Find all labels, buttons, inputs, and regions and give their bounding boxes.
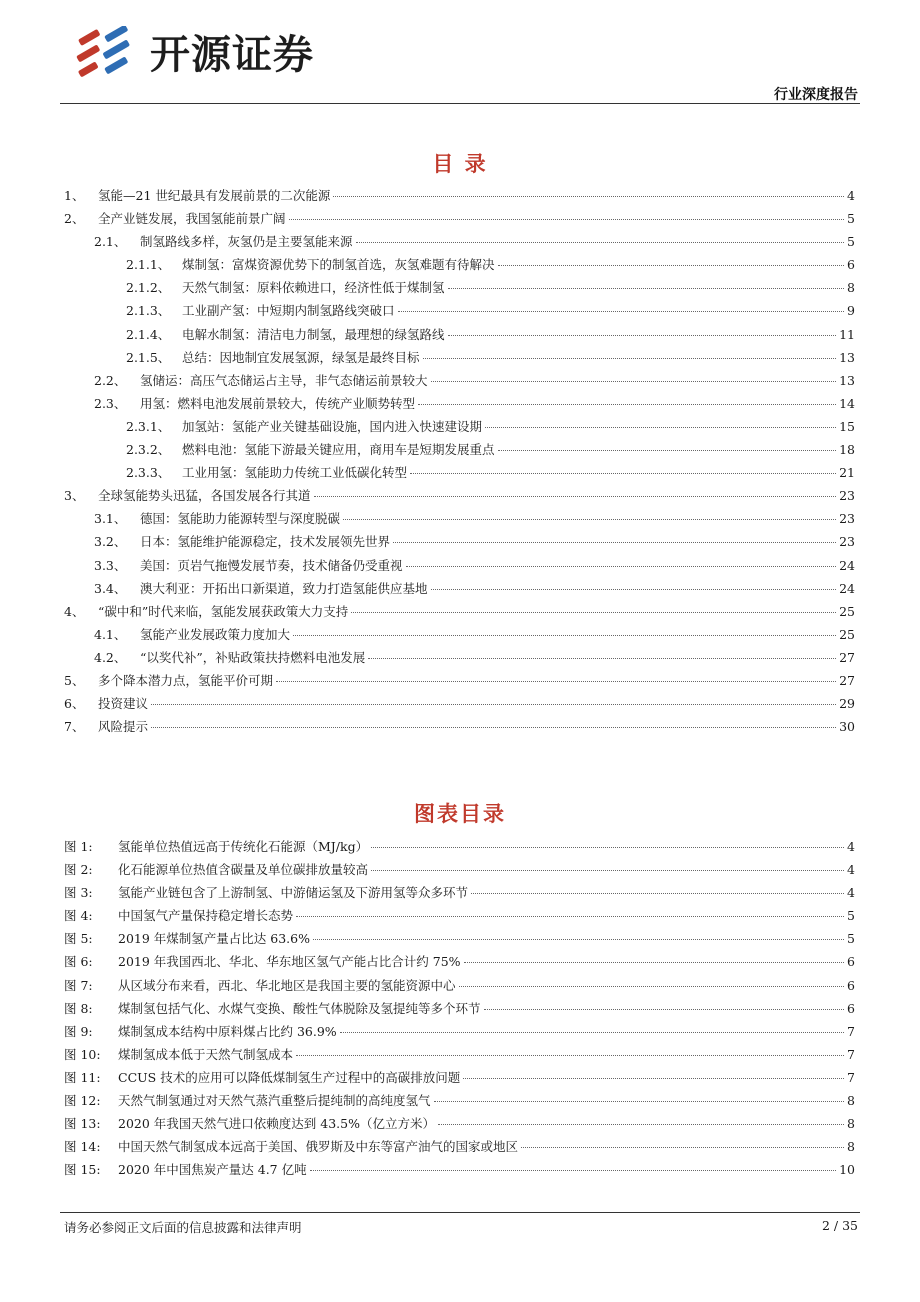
entry-number: 图 7: bbox=[64, 977, 93, 993]
dot-leader bbox=[333, 196, 844, 197]
toc-entry[interactable] bbox=[64, 625, 855, 648]
dot-leader bbox=[371, 847, 844, 848]
toc-list bbox=[64, 186, 855, 740]
entry-title: 化石能源单位热值含碳量及单位碳排放量较高 bbox=[118, 862, 369, 878]
dot-leader bbox=[393, 542, 836, 543]
toc-entry[interactable] bbox=[64, 440, 855, 463]
dot-leader bbox=[313, 939, 844, 940]
entry-number: 2.3.3、 bbox=[126, 465, 171, 481]
dot-leader bbox=[464, 962, 845, 963]
figure-entry[interactable] bbox=[64, 952, 855, 975]
dot-leader bbox=[151, 704, 836, 705]
page-indicator: 2 / 35 bbox=[821, 1218, 858, 1233]
entry-page-number: 25 bbox=[839, 626, 855, 642]
entry-page-number: 7 bbox=[847, 1069, 855, 1085]
figure-entry[interactable] bbox=[64, 1068, 855, 1091]
entry-page-number: 8 bbox=[847, 1093, 855, 1109]
entry-page-number: 23 bbox=[839, 488, 855, 504]
toc-entry[interactable] bbox=[64, 486, 855, 509]
entry-number: 2.1.4、 bbox=[126, 326, 171, 342]
entry-page-number: 8 bbox=[847, 1139, 855, 1155]
entry-title: 全球氢能势头迅猛，各国发展各行其道 bbox=[98, 488, 311, 504]
figure-entry[interactable] bbox=[64, 906, 855, 929]
dot-leader bbox=[340, 1032, 844, 1033]
entry-title: 中国天然气制氢成本远高于美国、俄罗斯及中东等富产油气的国家或地区 bbox=[118, 1139, 519, 1155]
entry-number: 2.1.2、 bbox=[126, 280, 171, 296]
entry-title: 天然气制氢：原料依赖进口，经济性低于煤制氢 bbox=[182, 280, 445, 296]
figure-entry[interactable] bbox=[64, 1091, 855, 1114]
dot-leader bbox=[398, 311, 845, 312]
entry-title: 风险提示 bbox=[98, 719, 149, 735]
dot-leader bbox=[314, 496, 837, 497]
toc-entry[interactable] bbox=[64, 671, 855, 694]
entry-title: 制氢路线多样，灰氢仍是主要氢能来源 bbox=[140, 234, 353, 250]
entry-number: 2、 bbox=[64, 211, 85, 227]
dot-leader bbox=[296, 916, 844, 917]
toc-entry[interactable] bbox=[64, 463, 855, 486]
dot-leader bbox=[410, 473, 836, 474]
entry-title: 全产业链发展，我国氢能前景广阔 bbox=[98, 211, 286, 227]
toc-entry[interactable] bbox=[64, 602, 855, 625]
entry-title: 总结：因地制宜发展氢源，绿氢是最终目标 bbox=[182, 349, 420, 365]
toc-entry[interactable] bbox=[64, 417, 855, 440]
dot-leader bbox=[356, 242, 845, 243]
dot-leader bbox=[343, 519, 836, 520]
toc-entry[interactable] bbox=[64, 648, 855, 671]
entry-page-number: 30 bbox=[839, 719, 855, 735]
figure-entry[interactable] bbox=[64, 1114, 855, 1137]
dot-leader bbox=[448, 288, 845, 289]
entry-number: 2.1.5、 bbox=[126, 349, 171, 365]
toc-entry[interactable] bbox=[64, 556, 855, 579]
dot-leader bbox=[463, 1078, 844, 1079]
entry-number: 2.1、 bbox=[94, 234, 127, 250]
dot-leader bbox=[289, 219, 845, 220]
dot-leader bbox=[431, 589, 837, 590]
entry-page-number: 23 bbox=[839, 511, 855, 527]
figure-entry[interactable] bbox=[64, 837, 855, 860]
dot-leader bbox=[151, 727, 836, 728]
entry-number: 2.1.3、 bbox=[126, 303, 171, 319]
dot-leader bbox=[498, 450, 837, 451]
toc-entry[interactable] bbox=[64, 232, 855, 255]
entry-number: 4.1、 bbox=[94, 626, 127, 642]
toc-entry[interactable] bbox=[64, 255, 855, 278]
entry-number: 3.4、 bbox=[94, 580, 127, 596]
entry-number: 5、 bbox=[64, 672, 85, 688]
footer-divider bbox=[60, 1212, 860, 1213]
toc-entry[interactable] bbox=[64, 394, 855, 417]
entry-number: 图 1: bbox=[64, 839, 93, 854]
entry-number: 1、 bbox=[64, 188, 85, 203]
entry-number: 图 2: bbox=[64, 862, 93, 878]
dot-leader bbox=[521, 1147, 844, 1148]
entry-page-number: 13 bbox=[839, 349, 855, 365]
entry-title: 天然气制氢通过对天然气蒸汽重整后提纯制的高纯度氢气 bbox=[118, 1093, 431, 1109]
entry-page-number: 21 bbox=[839, 465, 855, 481]
entry-number: 2.2、 bbox=[94, 372, 127, 388]
entry-number: 图 12: bbox=[64, 1093, 101, 1109]
entry-number: 7、 bbox=[64, 719, 85, 735]
entry-number: 3.2、 bbox=[94, 534, 127, 550]
dot-leader bbox=[276, 681, 836, 682]
toc-entry[interactable] bbox=[64, 579, 855, 602]
entry-title: 多个降本潜力点，氢能平价可期 bbox=[98, 672, 274, 688]
entry-title: 工业副产氢：中短期内制氢路线突破口 bbox=[182, 303, 395, 319]
figure-entry[interactable] bbox=[64, 929, 855, 952]
entry-number: 图 11: bbox=[64, 1069, 101, 1085]
entry-page-number: 14 bbox=[839, 395, 855, 411]
entry-title: 煤制氢包括气化、水煤气变换、酸性气体脱除及氢提纯等多个环节 bbox=[118, 1000, 481, 1016]
figure-entry[interactable] bbox=[64, 976, 855, 999]
entry-page-number: 29 bbox=[839, 696, 855, 712]
dot-leader bbox=[418, 404, 836, 405]
toc-entry[interactable] bbox=[64, 325, 855, 348]
entry-page-number: 4 bbox=[847, 885, 855, 901]
entry-page-number: 4 bbox=[847, 188, 855, 203]
entry-title: 氢能产业链包含了上游制氢、中游储运氢及下游用氢等众多环节 bbox=[118, 885, 469, 901]
entry-number: 6、 bbox=[64, 696, 85, 712]
entry-number: 3.1、 bbox=[94, 511, 127, 527]
dot-leader bbox=[423, 358, 837, 359]
page-header bbox=[0, 0, 920, 110]
entry-title: CCUS 技术的应用可以降低煤制氢生产过程中的高碳排放问题 bbox=[118, 1069, 461, 1085]
dot-leader bbox=[293, 635, 836, 636]
entry-title: 氢能—21 世纪最具有发展前景的二次能源 bbox=[98, 188, 331, 203]
entry-page-number: 4 bbox=[847, 862, 855, 878]
entry-page-number: 7 bbox=[847, 1023, 855, 1039]
entry-number: 3.3、 bbox=[94, 557, 127, 573]
dot-leader bbox=[406, 566, 837, 567]
dot-leader bbox=[471, 893, 844, 894]
toc-entry[interactable] bbox=[64, 278, 855, 301]
entry-number: 图 6: bbox=[64, 954, 93, 970]
entry-title: 中国氢气产量保持稳定增长态势 bbox=[118, 908, 294, 924]
entry-page-number: 6 bbox=[847, 954, 855, 970]
entry-number: 3、 bbox=[64, 488, 85, 504]
entry-title: 澳大利亚：开拓出口新渠道，致力打造氢能供应基地 bbox=[140, 580, 428, 596]
dot-leader bbox=[431, 381, 837, 382]
toc-entry[interactable] bbox=[64, 186, 855, 209]
dot-leader bbox=[368, 658, 836, 659]
figure-entry[interactable] bbox=[64, 1045, 855, 1068]
entry-title: 从区域分布来看，西北、华北地区是我国主要的氢能资源中心 bbox=[118, 977, 456, 993]
entry-title: “以奖代补”，补贴政策扶持燃料电池发展 bbox=[140, 649, 366, 665]
brand-logo bbox=[74, 26, 374, 86]
figure-entry[interactable] bbox=[64, 999, 855, 1022]
dot-leader bbox=[484, 1009, 845, 1010]
entry-title: 用氢：燃料电池发展前景较大，传统产业顺势转型 bbox=[140, 395, 416, 411]
entry-page-number: 4 bbox=[847, 839, 855, 854]
entry-page-number: 5 bbox=[847, 211, 855, 227]
dot-leader bbox=[434, 1101, 845, 1102]
entry-page-number: 6 bbox=[847, 1000, 855, 1016]
entry-title: 加氢站：氢能产业关键基础设施，国内进入快速建设期 bbox=[182, 418, 483, 434]
toc-entry[interactable] bbox=[64, 348, 855, 371]
entry-number: 图 8: bbox=[64, 1000, 93, 1016]
entry-number: 图 3: bbox=[64, 885, 93, 901]
toc-entry[interactable] bbox=[64, 694, 855, 717]
entry-title: 2019 年煤制氢产量占比达 63.6% bbox=[118, 931, 310, 947]
header-divider bbox=[60, 103, 860, 104]
entry-title: 美国：页岩气拖慢发展节奏，技术储备仍受重视 bbox=[140, 557, 403, 573]
toc-entry[interactable] bbox=[64, 509, 855, 532]
entry-page-number: 9 bbox=[847, 303, 855, 319]
toc-entry[interactable] bbox=[64, 301, 855, 324]
entry-page-number: 18 bbox=[839, 442, 855, 458]
entry-page-number: 24 bbox=[839, 580, 855, 596]
entry-number: 2.3.1、 bbox=[126, 418, 171, 434]
entry-title: 燃料电池：氢能下游最关键应用，商用车是短期发展重点 bbox=[182, 442, 495, 458]
entry-title: “碳中和”时代来临，氢能发展获政策大力支持 bbox=[98, 603, 349, 619]
entry-number: 图 13: bbox=[64, 1116, 101, 1132]
entry-title: 2019 年我国西北、华北、华东地区氢气产能占比合计约 75% bbox=[118, 954, 461, 970]
entry-number: 图 9: bbox=[64, 1023, 93, 1039]
dot-leader bbox=[485, 427, 836, 428]
entry-title: 煤制氢：富煤资源优势下的制氢首选，灰氢难题有待解决 bbox=[182, 257, 495, 273]
entry-number: 图 15: bbox=[64, 1162, 101, 1178]
figures-title: 图表目录 bbox=[414, 802, 506, 826]
entry-title: 德国：氢能助力能源转型与深度脱碳 bbox=[140, 511, 341, 527]
entry-number: 2.3.2、 bbox=[126, 442, 171, 458]
brand-logo-icon bbox=[74, 26, 140, 86]
toc-title: 目 录 bbox=[432, 152, 488, 176]
entry-page-number: 6 bbox=[847, 257, 855, 273]
entry-title: 2020 年中国焦炭产量达 4.7 亿吨 bbox=[118, 1162, 307, 1178]
entry-title: 氢能单位热值远高于传统化石能源（MJ/kg） bbox=[118, 839, 369, 854]
brand-name: 开源证券 bbox=[150, 32, 314, 78]
entry-page-number: 27 bbox=[839, 672, 855, 688]
entry-page-number: 23 bbox=[839, 534, 855, 550]
figure-entry[interactable] bbox=[64, 1160, 855, 1183]
entry-title: 电解水制氢：清洁电力制氢，最理想的绿氢路线 bbox=[182, 326, 445, 342]
entry-page-number: 15 bbox=[839, 418, 855, 434]
figure-entry[interactable] bbox=[64, 1137, 855, 1160]
entry-number: 图 10: bbox=[64, 1046, 101, 1062]
entry-page-number: 13 bbox=[839, 372, 855, 388]
dot-leader bbox=[296, 1055, 844, 1056]
report-type-label: 行业深度报告 bbox=[774, 87, 858, 103]
entry-page-number: 6 bbox=[847, 977, 855, 993]
footer-disclaimer: 请务必参阅正文后面的信息披露和法律声明 bbox=[64, 1220, 302, 1235]
dot-leader bbox=[448, 335, 837, 336]
toc-entry[interactable] bbox=[64, 717, 855, 740]
dot-leader bbox=[438, 1124, 844, 1125]
entry-page-number: 8 bbox=[847, 1116, 855, 1132]
figure-entry[interactable] bbox=[64, 860, 855, 883]
figure-entry[interactable] bbox=[64, 883, 855, 906]
entry-page-number: 25 bbox=[839, 603, 855, 619]
entry-title: 日本：氢能维护能源稳定，技术发展领先世界 bbox=[140, 534, 391, 550]
entry-page-number: 27 bbox=[839, 649, 855, 665]
entry-page-number: 24 bbox=[839, 557, 855, 573]
entry-title: 煤制氢成本结构中原料煤占比约 36.9% bbox=[118, 1023, 337, 1039]
dot-leader bbox=[351, 612, 836, 613]
entry-title: 工业用氢：氢能助力传统工业低碳化转型 bbox=[182, 465, 408, 481]
dot-leader bbox=[371, 870, 844, 871]
entry-title: 2020 年我国天然气进口依赖度达到 43.5%（亿立方米） bbox=[118, 1116, 435, 1132]
toc-entry[interactable] bbox=[64, 532, 855, 555]
entry-page-number: 7 bbox=[847, 1046, 855, 1062]
toc-entry[interactable] bbox=[64, 371, 855, 394]
entry-number: 2.1.1、 bbox=[126, 257, 171, 273]
entry-page-number: 8 bbox=[847, 280, 855, 296]
entry-number: 图 4: bbox=[64, 908, 93, 924]
entry-number: 4.2、 bbox=[94, 649, 127, 665]
dot-leader bbox=[310, 1170, 836, 1171]
entry-number: 4、 bbox=[64, 603, 85, 619]
entry-number: 图 5: bbox=[64, 931, 93, 947]
entry-title: 煤制氢成本低于天然气制氢成本 bbox=[118, 1046, 294, 1062]
entry-page-number: 5 bbox=[847, 908, 855, 924]
entry-number: 图 14: bbox=[64, 1139, 101, 1155]
toc-entry[interactable] bbox=[64, 209, 855, 232]
entry-number: 2.3、 bbox=[94, 395, 127, 411]
entry-page-number: 5 bbox=[847, 234, 855, 250]
entry-page-number: 10 bbox=[839, 1162, 855, 1178]
entry-title: 氢储运：高压气态储运占主导，非气态储运前景较大 bbox=[140, 372, 428, 388]
dot-leader bbox=[459, 986, 845, 987]
entry-title: 氢能产业发展政策力度加大 bbox=[140, 626, 291, 642]
figures-list bbox=[64, 837, 855, 1183]
entry-title: 投资建议 bbox=[98, 696, 149, 712]
entry-page-number: 5 bbox=[847, 931, 855, 947]
entry-page-number: 11 bbox=[839, 326, 855, 342]
figure-entry[interactable] bbox=[64, 1022, 855, 1045]
dot-leader bbox=[498, 265, 845, 266]
